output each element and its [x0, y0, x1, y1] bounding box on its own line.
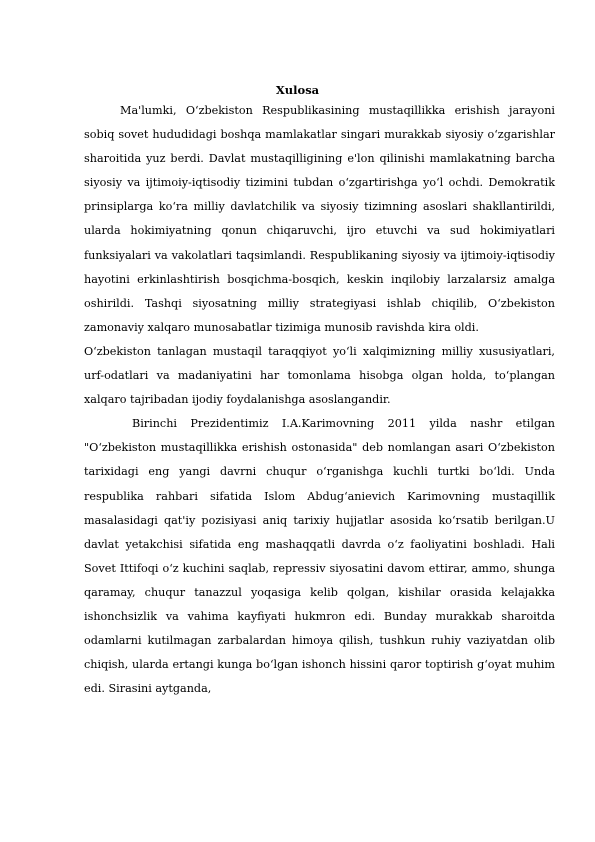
page-title: Xulosa [275, 83, 320, 97]
paragraph-2: O‘zbekiston tanlagan mustaqil taraqqiyot yo‘li xalqimizning milliy xususiyatlari, urf-odatlari va madaniyatini har tomonlama hisobga olgan holda, to‘plangan xalqaro tajribadan ijodiy foydalanishga asoslangandir. [84, 344, 555, 407]
document-body [84, 99, 555, 701]
paragraph-1: Ma'lumki, O‘zbekiston Respublikasining mustaqillikka erishish jarayoni sobiq sovet hududidagi boshqa mamlakatlar singari murakkab siyosiy o‘zgarishlar sharoitida yuz berdi. Davlat mustaqilligining e'lon qilinishi mamlakatning barcha siyosiy va ijtimoiy-iqtisodiy tizimini tubdan o‘zgartirishga yo‘l ochdi. Demokratik prinsiplarga ko‘ra milliy davlatchilik va siyosiy tizimning asoslari shakllantirildi, ularda hokimiyatning qonun chiqaruvchi, ijro etuvchi va sud hokimiyatlari funksiyalari va vakolatlari taqsimlandi. Respublikaning siyosiy va ijtimoiy-iqtisodiy hayotini erkinlashtirish bosqichma-bosqich, keskin inqilobiy larzalarsiz amalga oshirildi. Tashqi siyosatning milliy strategiyasi ishlab chiqilib, O‘zbekiston zamonaviy xalqaro munosabatlar tizimiga munosib ravishda kira oldi. [84, 104, 555, 334]
paragraph-3: Birinchi Prezidentimiz I.A.Karimovning 2011 yilda nashr etilgan "O‘zbekiston mustaqillikka erishish ostonasida" deb nomlangan asari O‘zbekiston tarixidagi eng yangi davrni chuqur o‘rganishga kuchli turtki bo‘ldi. Unda respublika rahbari sifatida Islom Abdug‘anievich Karimovning mustaqillik masalasidagi qat'iy pozisiyasi aniq tarixiy hujjatlar asosida ko‘rsatib berilgan.U davlat yetakchisi sifatida eng mashaqqatli davrda o‘z faoliyatini boshladi. Hali Sovet Ittifoqi o‘z kuchini saqlab, repressiv siyosatini davom ettirar, ammo, shunga qaramay, chuqur tanazzul yoqasiga kelib qolgan, kishilar orasida kelajakka ishonchsizlik va vahima kayfiyati hukmron edi. Bunday murakkab sharoitda odamlarni kutilmagan zarbalardan himoya qilish, tushkun ruhiy vaziyatdan olib chiqish, ularda ertangi kunga bo‘lgan ishonch hissini qaror toptirish g‘oyat muhim edi. Sirasini aytganda, [84, 417, 555, 696]
